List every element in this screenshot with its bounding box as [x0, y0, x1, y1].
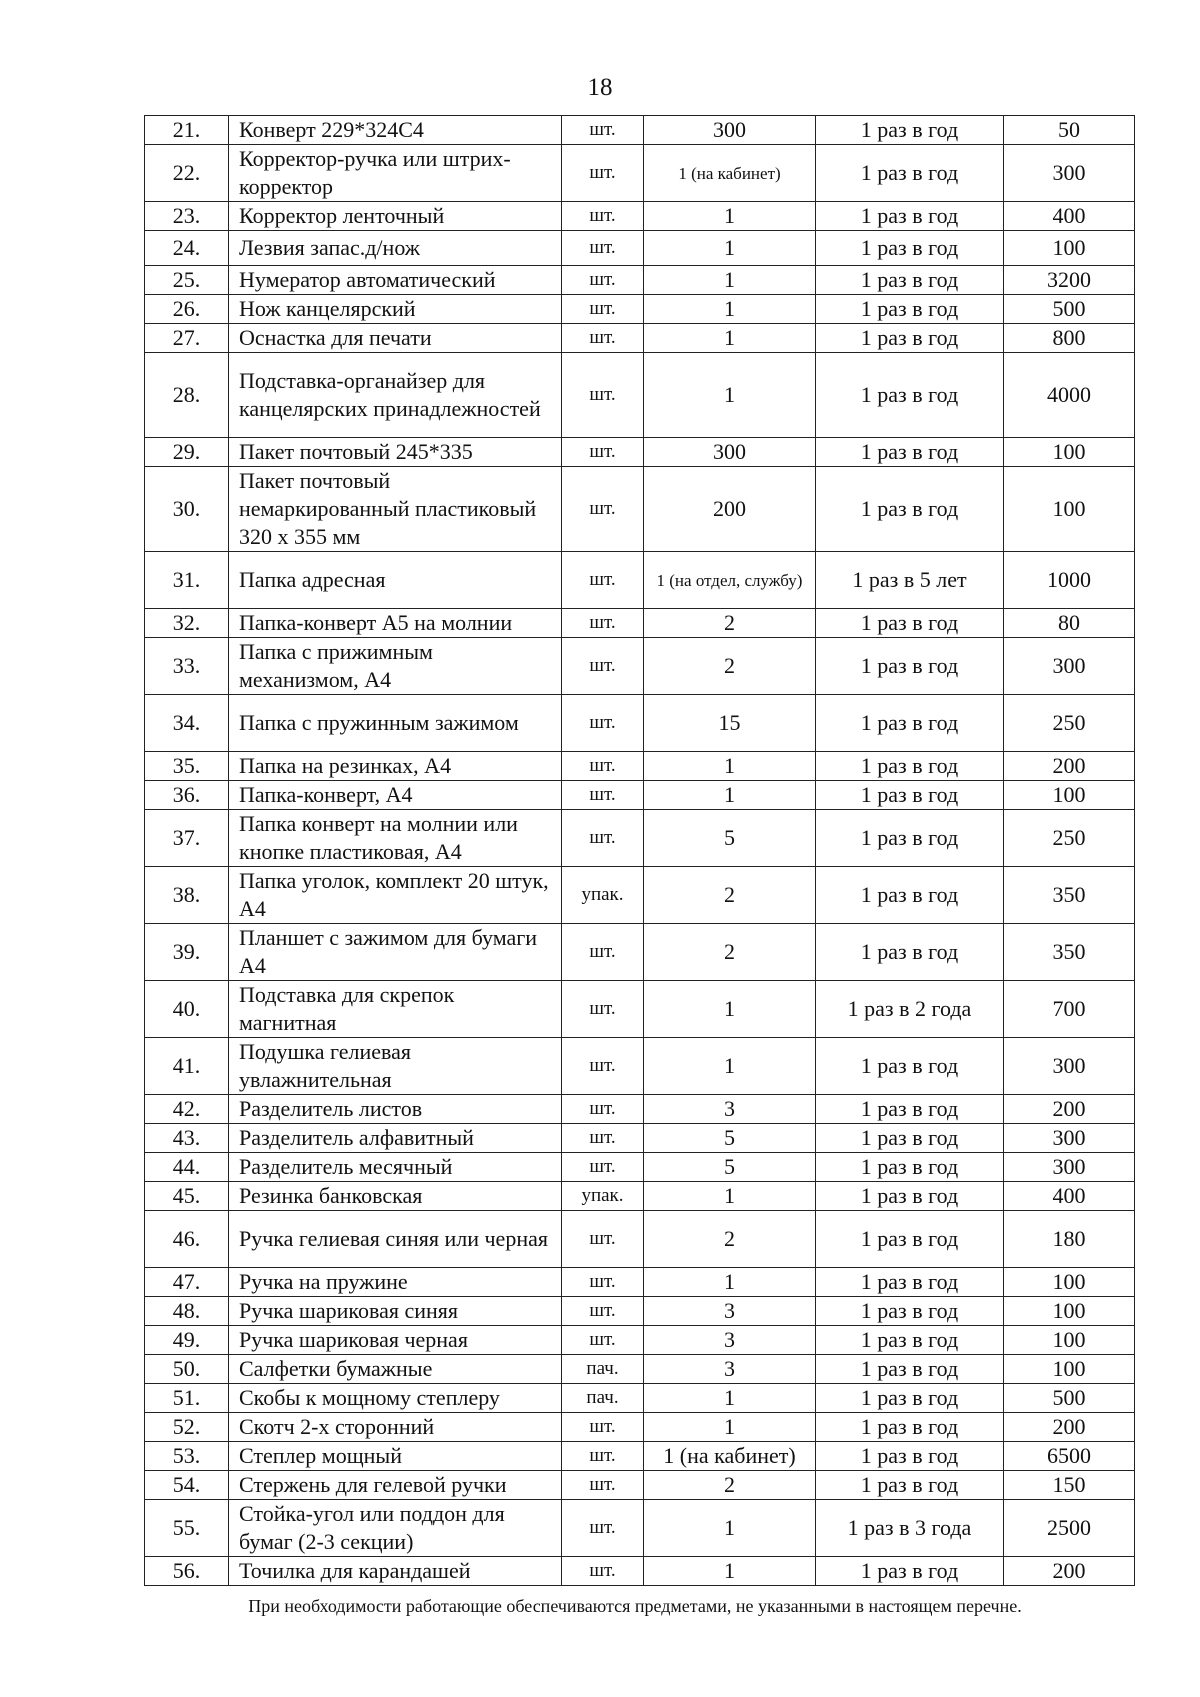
item-name: Папка-конверт А5 на молнии	[229, 609, 562, 638]
quantity: 3	[644, 1355, 816, 1384]
row-number: 24.	[145, 231, 229, 266]
table-row	[145, 752, 1135, 781]
quantity: 5	[644, 1153, 816, 1182]
table-row	[145, 1557, 1135, 1586]
item-name: Подставка-органайзер для канцелярских принадлежностей	[229, 353, 562, 438]
row-number: 25.	[145, 266, 229, 295]
quantity: 1	[644, 781, 816, 810]
item-name: Конверт 229*324C4	[229, 116, 562, 145]
item-name: Папка на резинках, А4	[229, 752, 562, 781]
replacement-frequency: 1 раз в 3 года	[816, 1500, 1004, 1557]
row-number: 53.	[145, 1442, 229, 1471]
replacement-frequency: 1 раз в год	[816, 924, 1004, 981]
unit-of-measure: шт.	[562, 1095, 644, 1124]
table-row	[145, 1124, 1135, 1153]
unit-of-measure: шт.	[562, 353, 644, 438]
table-row	[145, 867, 1135, 924]
table-row	[145, 1413, 1135, 1442]
table-row	[145, 1211, 1135, 1268]
price: 100	[1004, 231, 1135, 266]
unit-of-measure: пач.	[562, 1355, 644, 1384]
supplies-table	[144, 115, 1135, 1586]
unit-of-measure: пач.	[562, 1384, 644, 1413]
price: 500	[1004, 1384, 1135, 1413]
table-row	[145, 324, 1135, 353]
item-name: Корректор-ручка или штрих-корректор	[229, 145, 562, 202]
row-number: 56.	[145, 1557, 229, 1586]
quantity: 1	[644, 1384, 816, 1413]
quantity: 200	[644, 467, 816, 552]
quantity: 300	[644, 438, 816, 467]
replacement-frequency: 1 раз в год	[816, 1124, 1004, 1153]
quantity: 3	[644, 1095, 816, 1124]
table-row	[145, 781, 1135, 810]
replacement-frequency: 1 раз в год	[816, 295, 1004, 324]
item-name: Нож канцелярский	[229, 295, 562, 324]
unit-of-measure: шт.	[562, 1557, 644, 1586]
replacement-frequency: 1 раз в год	[816, 116, 1004, 145]
table-row	[145, 1326, 1135, 1355]
replacement-frequency: 1 раз в год	[816, 353, 1004, 438]
item-name: Стойка-угол или поддон для бумаг (2-3 секции)	[229, 1500, 562, 1557]
quantity: 1	[644, 1268, 816, 1297]
table-row	[145, 1182, 1135, 1211]
price: 150	[1004, 1471, 1135, 1500]
item-name: Скотч 2-х сторонний	[229, 1413, 562, 1442]
price: 200	[1004, 1557, 1135, 1586]
row-number: 23.	[145, 202, 229, 231]
price: 4000	[1004, 353, 1135, 438]
unit-of-measure: шт.	[562, 552, 644, 609]
replacement-frequency: 1 раз в год	[816, 1211, 1004, 1268]
table-row	[145, 1500, 1135, 1557]
row-number: 35.	[145, 752, 229, 781]
replacement-frequency: 1 раз в 5 лет	[816, 552, 1004, 609]
table-row	[145, 1153, 1135, 1182]
quantity: 1	[644, 1500, 816, 1557]
unit-of-measure: шт.	[562, 810, 644, 867]
item-name: Папка с прижимным механизмом, А4	[229, 638, 562, 695]
quantity: 2	[644, 609, 816, 638]
price: 300	[1004, 1124, 1135, 1153]
price: 100	[1004, 467, 1135, 552]
table-row	[145, 116, 1135, 145]
price: 400	[1004, 1182, 1135, 1211]
replacement-frequency: 1 раз в год	[816, 752, 1004, 781]
row-number: 44.	[145, 1153, 229, 1182]
price: 250	[1004, 810, 1135, 867]
item-name: Ручка гелиевая синяя или черная	[229, 1211, 562, 1268]
table-row	[145, 1471, 1135, 1500]
quantity: 1	[644, 202, 816, 231]
table-row	[145, 1442, 1135, 1471]
item-name: Ручка шариковая черная	[229, 1326, 562, 1355]
quantity: 1 (на отдел, службу)	[644, 552, 816, 609]
replacement-frequency: 1 раз в год	[816, 438, 1004, 467]
unit-of-measure: шт.	[562, 116, 644, 145]
row-number: 50.	[145, 1355, 229, 1384]
unit-of-measure: шт.	[562, 924, 644, 981]
unit-of-measure: шт.	[562, 1326, 644, 1355]
unit-of-measure: шт.	[562, 1471, 644, 1500]
table-row	[145, 924, 1135, 981]
row-number: 31.	[145, 552, 229, 609]
quantity: 300	[644, 116, 816, 145]
unit-of-measure: шт.	[562, 781, 644, 810]
item-name: Разделитель месячный	[229, 1153, 562, 1182]
footnote: При необходимости работающие обеспечиваются предметами, не указанными в настоящем перечне.	[248, 1596, 1022, 1616]
replacement-frequency: 1 раз в год	[816, 638, 1004, 695]
row-number: 32.	[145, 609, 229, 638]
unit-of-measure: шт.	[562, 438, 644, 467]
page-number: 18	[587, 74, 613, 101]
row-number: 47.	[145, 1268, 229, 1297]
table-body	[145, 116, 1135, 1586]
item-name: Степлер мощный	[229, 1442, 562, 1471]
quantity: 1	[644, 1182, 816, 1211]
price: 300	[1004, 1038, 1135, 1095]
replacement-frequency: 1 раз в 2 года	[816, 981, 1004, 1038]
table-row	[145, 810, 1135, 867]
price: 400	[1004, 202, 1135, 231]
unit-of-measure: шт.	[562, 1038, 644, 1095]
row-number: 37.	[145, 810, 229, 867]
price: 180	[1004, 1211, 1135, 1268]
item-name: Пакет почтовый немаркированный пластиковый 320 х 355 мм	[229, 467, 562, 552]
price: 200	[1004, 1413, 1135, 1442]
price: 300	[1004, 638, 1135, 695]
item-name: Лезвия запас.д/нож	[229, 231, 562, 266]
unit-of-measure: шт.	[562, 1297, 644, 1326]
row-number: 46.	[145, 1211, 229, 1268]
unit-of-measure: шт.	[562, 638, 644, 695]
replacement-frequency: 1 раз в год	[816, 1355, 1004, 1384]
row-number: 38.	[145, 867, 229, 924]
table-row	[145, 609, 1135, 638]
row-number: 21.	[145, 116, 229, 145]
unit-of-measure: шт.	[562, 1211, 644, 1268]
replacement-frequency: 1 раз в год	[816, 781, 1004, 810]
quantity: 2	[644, 924, 816, 981]
replacement-frequency: 1 раз в год	[816, 1038, 1004, 1095]
item-name: Разделитель алфавитный	[229, 1124, 562, 1153]
item-name: Стержень для гелевой ручки	[229, 1471, 562, 1500]
quantity: 1	[644, 1557, 816, 1586]
quantity: 1	[644, 324, 816, 353]
price: 800	[1004, 324, 1135, 353]
table-row	[145, 467, 1135, 552]
unit-of-measure: шт.	[562, 1153, 644, 1182]
table-row	[145, 231, 1135, 266]
price: 100	[1004, 1297, 1135, 1326]
unit-of-measure: шт.	[562, 752, 644, 781]
replacement-frequency: 1 раз в год	[816, 1384, 1004, 1413]
replacement-frequency: 1 раз в год	[816, 1413, 1004, 1442]
table-row	[145, 1095, 1135, 1124]
quantity: 1	[644, 295, 816, 324]
price: 80	[1004, 609, 1135, 638]
unit-of-measure: шт.	[562, 324, 644, 353]
table-row	[145, 145, 1135, 202]
quantity: 5	[644, 1124, 816, 1153]
table-row	[145, 353, 1135, 438]
table-row	[145, 1355, 1135, 1384]
price: 6500	[1004, 1442, 1135, 1471]
table-row	[145, 202, 1135, 231]
price: 100	[1004, 781, 1135, 810]
price: 100	[1004, 1326, 1135, 1355]
row-number: 28.	[145, 353, 229, 438]
row-number: 33.	[145, 638, 229, 695]
price: 350	[1004, 924, 1135, 981]
quantity: 2	[644, 1471, 816, 1500]
quantity: 1 (на кабинет)	[644, 1442, 816, 1471]
unit-of-measure: шт.	[562, 202, 644, 231]
replacement-frequency: 1 раз в год	[816, 1297, 1004, 1326]
item-name: Папка конверт на молнии или кнопке пластиковая, А4	[229, 810, 562, 867]
unit-of-measure: шт.	[562, 467, 644, 552]
table-row	[145, 1268, 1135, 1297]
replacement-frequency: 1 раз в год	[816, 1471, 1004, 1500]
unit-of-measure: шт.	[562, 295, 644, 324]
table-row	[145, 266, 1135, 295]
price: 200	[1004, 1095, 1135, 1124]
table-row	[145, 695, 1135, 752]
quantity: 1	[644, 266, 816, 295]
row-number: 48.	[145, 1297, 229, 1326]
replacement-frequency: 1 раз в год	[816, 145, 1004, 202]
price: 300	[1004, 145, 1135, 202]
item-name: Подушка гелиевая увлажнительная	[229, 1038, 562, 1095]
unit-of-measure: шт.	[562, 1124, 644, 1153]
price: 100	[1004, 1268, 1135, 1297]
row-number: 30.	[145, 467, 229, 552]
replacement-frequency: 1 раз в год	[816, 1557, 1004, 1586]
price: 250	[1004, 695, 1135, 752]
quantity: 1	[644, 1038, 816, 1095]
replacement-frequency: 1 раз в год	[816, 1182, 1004, 1211]
quantity: 3	[644, 1297, 816, 1326]
row-number: 55.	[145, 1500, 229, 1557]
item-name: Пакет почтовый 245*335	[229, 438, 562, 467]
table-row	[145, 638, 1135, 695]
row-number: 41.	[145, 1038, 229, 1095]
replacement-frequency: 1 раз в год	[816, 810, 1004, 867]
quantity: 1	[644, 752, 816, 781]
row-number: 27.	[145, 324, 229, 353]
quantity: 2	[644, 867, 816, 924]
item-name: Оснастка для печати	[229, 324, 562, 353]
table-row	[145, 552, 1135, 609]
item-name: Папка адресная	[229, 552, 562, 609]
unit-of-measure: шт.	[562, 1442, 644, 1471]
price: 2500	[1004, 1500, 1135, 1557]
row-number: 34.	[145, 695, 229, 752]
item-name: Папка уголок, комплект 20 штук, А4	[229, 867, 562, 924]
row-number: 43.	[145, 1124, 229, 1153]
replacement-frequency: 1 раз в год	[816, 867, 1004, 924]
unit-of-measure: шт.	[562, 981, 644, 1038]
unit-of-measure: шт.	[562, 231, 644, 266]
unit-of-measure: шт.	[562, 1413, 644, 1442]
row-number: 42.	[145, 1095, 229, 1124]
item-name: Салфетки бумажные	[229, 1355, 562, 1384]
quantity: 1	[644, 981, 816, 1038]
table-row	[145, 981, 1135, 1038]
price: 700	[1004, 981, 1135, 1038]
row-number: 36.	[145, 781, 229, 810]
quantity: 2	[644, 638, 816, 695]
table-row	[145, 438, 1135, 467]
quantity: 1 (на кабинет)	[644, 145, 816, 202]
price: 100	[1004, 1355, 1135, 1384]
quantity: 1	[644, 1413, 816, 1442]
item-name: Скобы к мощному степлеру	[229, 1384, 562, 1413]
price: 1000	[1004, 552, 1135, 609]
row-number: 54.	[145, 1471, 229, 1500]
item-name: Ручка на пружине	[229, 1268, 562, 1297]
replacement-frequency: 1 раз в год	[816, 231, 1004, 266]
item-name: Папка-конверт, А4	[229, 781, 562, 810]
item-name: Точилка для карандашей	[229, 1557, 562, 1586]
price: 500	[1004, 295, 1135, 324]
row-number: 45.	[145, 1182, 229, 1211]
price: 100	[1004, 438, 1135, 467]
unit-of-measure: шт.	[562, 609, 644, 638]
replacement-frequency: 1 раз в год	[816, 1095, 1004, 1124]
row-number: 22.	[145, 145, 229, 202]
item-name: Разделитель листов	[229, 1095, 562, 1124]
unit-of-measure: шт.	[562, 695, 644, 752]
price: 350	[1004, 867, 1135, 924]
item-name: Нумератор автоматический	[229, 266, 562, 295]
unit-of-measure: шт.	[562, 1268, 644, 1297]
replacement-frequency: 1 раз в год	[816, 467, 1004, 552]
row-number: 51.	[145, 1384, 229, 1413]
replacement-frequency: 1 раз в год	[816, 1153, 1004, 1182]
unit-of-measure: шт.	[562, 145, 644, 202]
item-name: Корректор ленточный	[229, 202, 562, 231]
replacement-frequency: 1 раз в год	[816, 1268, 1004, 1297]
item-name: Планшет с зажимом для бумаги А4	[229, 924, 562, 981]
price: 3200	[1004, 266, 1135, 295]
row-number: 49.	[145, 1326, 229, 1355]
table-row	[145, 1384, 1135, 1413]
replacement-frequency: 1 раз в год	[816, 1442, 1004, 1471]
replacement-frequency: 1 раз в год	[816, 266, 1004, 295]
row-number: 39.	[145, 924, 229, 981]
row-number: 52.	[145, 1413, 229, 1442]
replacement-frequency: 1 раз в год	[816, 1326, 1004, 1355]
price: 200	[1004, 752, 1135, 781]
table-row	[145, 1297, 1135, 1326]
table-row	[145, 1038, 1135, 1095]
row-number: 29.	[145, 438, 229, 467]
unit-of-measure: упак.	[562, 1182, 644, 1211]
item-name: Подставка для скрепок магнитная	[229, 981, 562, 1038]
unit-of-measure: упак.	[562, 867, 644, 924]
quantity: 1	[644, 231, 816, 266]
replacement-frequency: 1 раз в год	[816, 609, 1004, 638]
quantity: 5	[644, 810, 816, 867]
row-number: 26.	[145, 295, 229, 324]
replacement-frequency: 1 раз в год	[816, 695, 1004, 752]
table-row	[145, 295, 1135, 324]
item-name: Ручка шариковая синяя	[229, 1297, 562, 1326]
row-number: 40.	[145, 981, 229, 1038]
unit-of-measure: шт.	[562, 266, 644, 295]
price: 50	[1004, 116, 1135, 145]
quantity: 1	[644, 353, 816, 438]
price: 300	[1004, 1153, 1135, 1182]
unit-of-measure: шт.	[562, 1500, 644, 1557]
replacement-frequency: 1 раз в год	[816, 202, 1004, 231]
quantity: 15	[644, 695, 816, 752]
item-name: Папка с пружинным зажимом	[229, 695, 562, 752]
quantity: 2	[644, 1211, 816, 1268]
item-name: Резинка банковская	[229, 1182, 562, 1211]
replacement-frequency: 1 раз в год	[816, 324, 1004, 353]
quantity: 3	[644, 1326, 816, 1355]
